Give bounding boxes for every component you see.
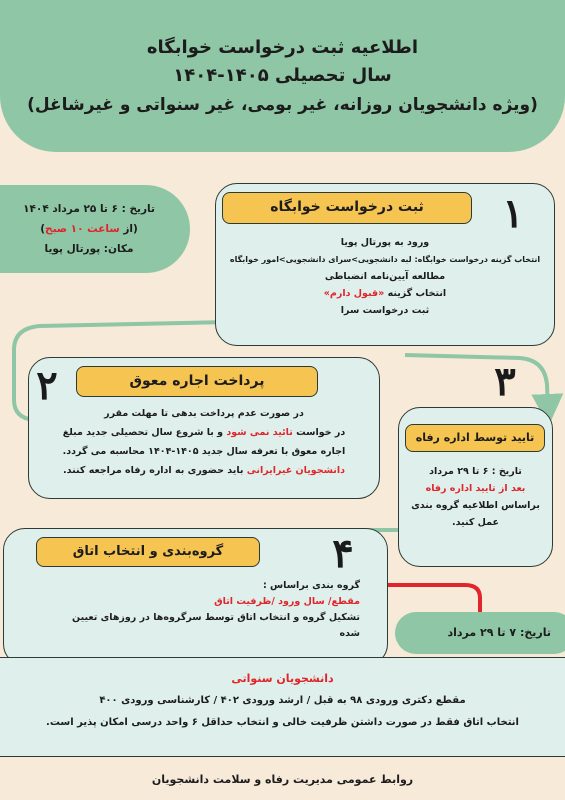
date-box-place: مکان: پورتال پویا — [44, 243, 134, 255]
step3-number: ۳ — [494, 358, 516, 405]
footer-box — [0, 657, 565, 757]
step1-line: مطالعه آیین‌نامه انضباطی — [324, 271, 446, 282]
step4-content: گروه بندی براساس : مقطع/ سال ورود /ظرفیت اتاق تشکیل گروه و انتخاب اتاق توسط سرگروه‌ها در روزهای تعیین شده — [72, 580, 360, 639]
step3-title: تایید توسط اداره رفاه — [405, 424, 545, 452]
step4-date-pill: تاریخ: ۷ تا ۲۹ مرداد — [395, 612, 565, 654]
date-box-time-red: ساعت ۱۰ صبح — [45, 223, 120, 235]
step1-select: انتخاب گزینه «قبول دارم» — [323, 288, 447, 299]
step1-content — [215, 234, 555, 319]
footer-title: دانشجویان سنواتی — [231, 672, 334, 685]
date-box-date: تاریخ : ۶ تا ۲۵ مرداد ۱۴۰۴ — [23, 203, 155, 215]
step1-final: ثبت درخواست سرا — [340, 305, 430, 316]
step2-title: پرداخت اجاره معوق — [76, 366, 318, 397]
step1-line: ورود به پورتال پویا — [340, 237, 430, 248]
footer-credit: روابط عمومی مدیریت رفاه و سلامت دانشجویان — [0, 768, 565, 800]
step1-line: انتخاب گزینه درخواست خوابگاه: لبه دانشجویی>سرای دانشجویی>امور خوابگاه — [229, 255, 541, 264]
step3-content: تاریخ : ۶ تا ۲۹ مرداد بعد از تایید اداره رفاه براساس اطلاعیه گروه بندی عمل کنید. — [411, 466, 540, 528]
header-title: اطلاعیه ثبت درخواست خوابگاه — [146, 37, 419, 58]
step2-content: در صورت عدم پرداخت بدهی تا مهلت مقرر در خواست تائید نمی شود و با شروع سال تحصیلی جدید مبلغ اجاره معوق با تعرفه سال جدید ۱۴۰۵-۱۴۰۴ محاسبه می گردد. دانشجویان غیرایرانی باید حضوری به اداره رفاه مراجعه کنند. — [62, 408, 346, 476]
step1-title: ثبت درخواست خوابگاه — [222, 192, 472, 224]
date-box-time: (از ساعت ۱۰ صبح) — [40, 223, 138, 235]
footer-line1: مقطع دکتری ورودی ۹۸ به قبل / ارشد ورودی ۴۰۲ / کارشناسی ورودی ۴۰۰ — [99, 695, 466, 706]
step4-number: ۴ — [332, 530, 354, 577]
header-subtitle: (ویژه دانشجویان روزانه، غیر بومی، غیر سنواتی و غیرشاغل) — [27, 95, 538, 115]
step2-number: ۲ — [36, 362, 58, 409]
footer-line2: انتخاب اتاق فقط در صورت داشتن ظرفیت خالی و انتخاب حداقل ۶ واحد درسی امکان پذیر است. — [46, 717, 519, 728]
date-box — [0, 185, 190, 273]
step4-title: گروه‌بندی و انتخاب اتاق — [36, 537, 260, 567]
step1-number: ۱ — [502, 190, 524, 237]
header-year: سال تحصیلی ۱۴۰۵-۱۴۰۴ — [173, 65, 392, 86]
